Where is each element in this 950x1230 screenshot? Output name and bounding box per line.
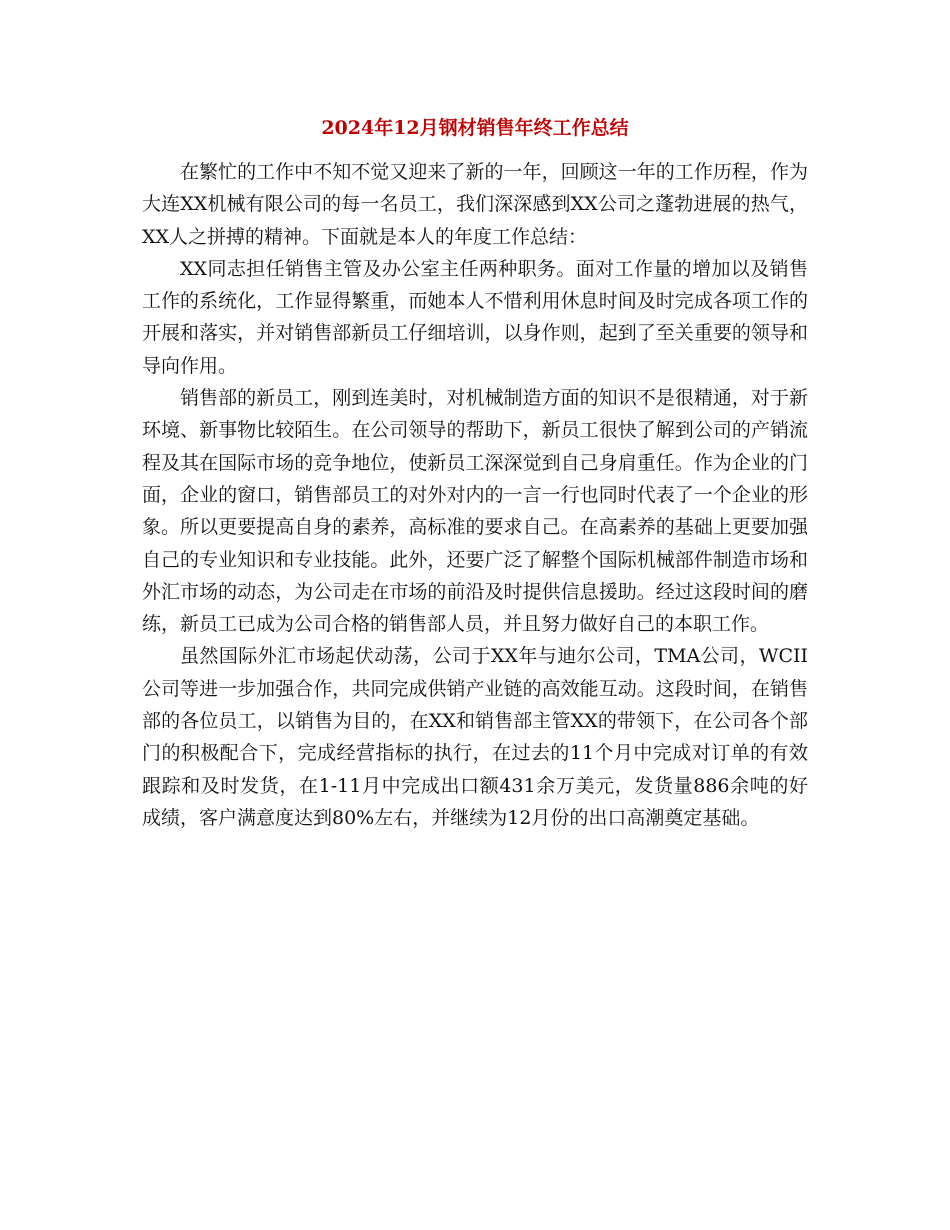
paragraph-supervisor: XX同志担任销售主管及办公室主任两种职务。面对工作量的增加以及销售工作的系统化，工作显得繁重，而她本人不惜利用休息时间及时完成各项工作的开展和落实，并对销售部新员工仔细培训，以身作则，起到了至关重要的领导和导向作用。	[142, 257, 808, 377]
paragraph-intro: 在繁忙的工作中不知不觉又迎来了新的一年，回顾这一年的工作历程，作为大连XX机械有限公司的每一名员工，我们深深感到XX公司之蓬勃进展的热气，XX人之拼搏的精神。下面就是本人的年度工作总结：	[142, 161, 808, 248]
document-body	[142, 108, 808, 834]
paragraph-new-staff: 销售部的新员工，刚到连美时，对机械制造方面的知识不是很精通，对于新环境、新事物比较陌生。在公司领导的帮助下，新员工很快了解到公司的产销流程及其在国际市场的竞争地位，使新员工深深觉到自己身肩重任。作为企业的门面，企业的窗口，销售部员工的对外对内的一言一行也同时代表了一个企业的形象。所以更要提高自身的素养，高标准的要求自己。在高素养的基础上更要加强自己的专业知识和专业技能。此外，还要广泛了解整个国际机械部件制造市场和外汇市场的动态，为公司走在市场的前沿及时提供信息援助。经过这段时间的磨练，新员工已成为公司合格的销售部人员，并且努力做好自己的本职工作。	[142, 387, 808, 636]
paragraph-results: 虽然国际外汇市场起伏动荡，公司于XX年与迪尔公司，TMA公司，WCII公司等进一步加强合作，共同完成供销产业链的高效能互动。这段时间，在销售部的各位员工，以销售为目的，在XX和销售部主管XX的带领下，在公司各个部门的积极配合下，完成经营指标的执行，在过去的11个月中完成对订单的有效跟踪和及时发货，在1-11月中完成出口额431余万美元，发货量886余吨的好成绩，客户满意度达到80%左右，并继续为12月份的出口高潮奠定基础。	[142, 645, 808, 829]
document-title: 2024年12月钢材销售年终工作总结	[321, 117, 629, 139]
